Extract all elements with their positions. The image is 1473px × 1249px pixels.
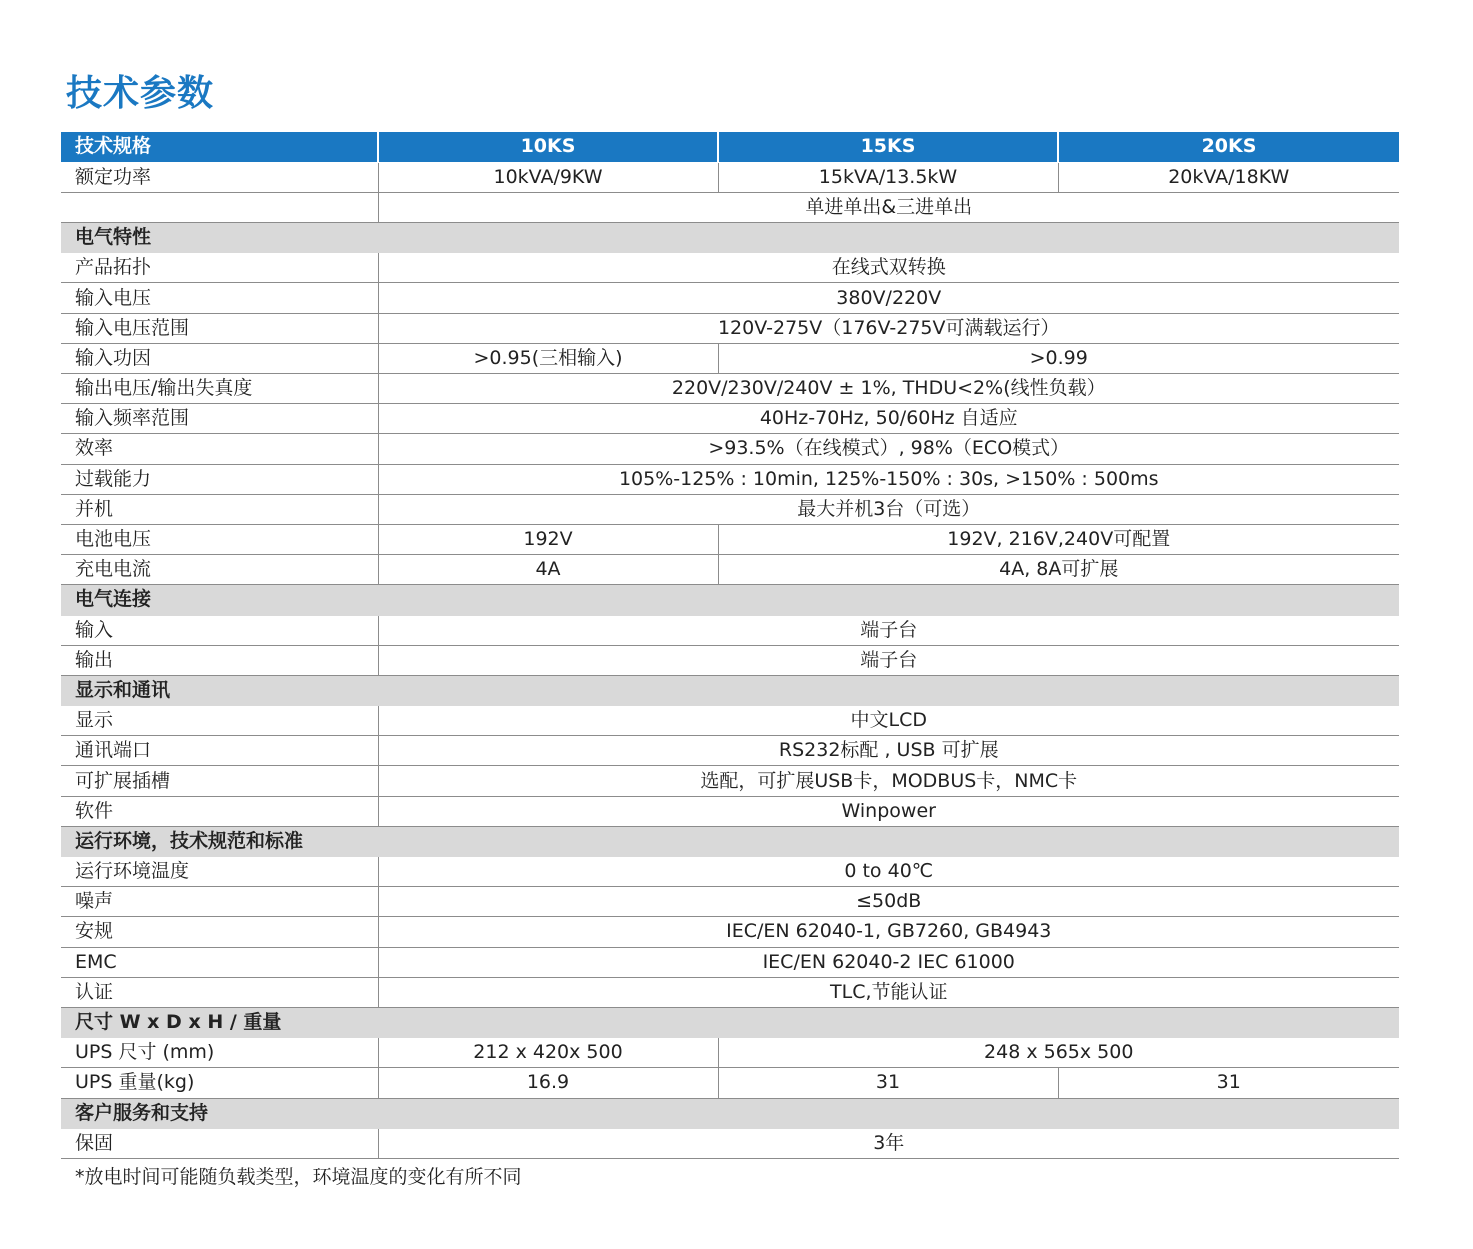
row-label: 效率	[61, 434, 378, 464]
row-label: 可扩展插槽	[61, 766, 378, 796]
section-header-row	[61, 826, 1399, 856]
row-label: 通讯端口	[61, 736, 378, 766]
section-title: 电气连接	[61, 585, 1399, 615]
row-value: 端子台	[378, 615, 1399, 645]
section-header-row	[61, 1098, 1399, 1128]
table-row	[61, 615, 1399, 645]
row-label: 输入功因	[61, 343, 378, 373]
table-row	[61, 887, 1399, 917]
spec-table	[61, 132, 1399, 1159]
header-model-20ks: 20KS	[1058, 132, 1399, 162]
table-row	[61, 917, 1399, 947]
section-header-row	[61, 1007, 1399, 1037]
table-row	[61, 766, 1399, 796]
table-row	[61, 374, 1399, 404]
row-label: 输入电压	[61, 283, 378, 313]
table-row	[61, 1068, 1399, 1098]
row-label: 过载能力	[61, 464, 378, 494]
row-label: 运行环境温度	[61, 857, 378, 887]
table-row	[61, 343, 1399, 373]
section-title: 电气特性	[61, 223, 1399, 253]
spec-table-header	[61, 132, 1399, 162]
header-spec-label: 技术规格	[61, 132, 378, 162]
table-row	[61, 524, 1399, 554]
table-row	[61, 434, 1399, 464]
table-row	[61, 404, 1399, 434]
row-label: UPS 尺寸 (mm)	[61, 1038, 378, 1068]
row-label: EMC	[61, 947, 378, 977]
row-label: 认证	[61, 977, 378, 1007]
row-label: 输入	[61, 615, 378, 645]
table-row	[61, 162, 1399, 192]
footnote: *放电时间可能随负载类型，环境温度的变化有所不同	[75, 1166, 522, 1188]
row-label: 输出	[61, 645, 378, 675]
row-value: 220V/230V/240V ± 1%, THDU<2%(线性负载）	[378, 374, 1399, 404]
table-row	[61, 736, 1399, 766]
row-value: 31	[718, 1068, 1058, 1098]
row-value: 192V	[378, 524, 718, 554]
table-row	[61, 555, 1399, 585]
row-value: 192V, 216V,240V可配置	[718, 524, 1399, 554]
row-label: 软件	[61, 796, 378, 826]
row-label: 安规	[61, 917, 378, 947]
row-label: 输入电压范围	[61, 313, 378, 343]
section-header-row	[61, 223, 1399, 253]
row-value: 20kVA/18KW	[1058, 162, 1399, 192]
row-label: 电池电压	[61, 524, 378, 554]
row-value: 16.9	[378, 1068, 718, 1098]
row-value: 4A	[378, 555, 718, 585]
section-title: 运行环境，技术规范和标准	[61, 826, 1399, 856]
row-value: 单进单出&三进单出	[378, 192, 1399, 222]
table-row	[61, 645, 1399, 675]
row-value: IEC/EN 62040-1, GB7260, GB4943	[378, 917, 1399, 947]
table-row	[61, 283, 1399, 313]
row-value: ≤50dB	[378, 887, 1399, 917]
row-value: RS232标配 , USB 可扩展	[378, 736, 1399, 766]
table-row	[61, 192, 1399, 222]
table-row	[61, 796, 1399, 826]
header-model-15ks: 15KS	[718, 132, 1058, 162]
row-value: Winpower	[378, 796, 1399, 826]
row-value: 40Hz-70Hz, 50/60Hz 自适应	[378, 404, 1399, 434]
table-row	[61, 253, 1399, 283]
row-value: 3年	[378, 1128, 1399, 1158]
row-value: 最大并机3台（可选）	[378, 494, 1399, 524]
table-row	[61, 1038, 1399, 1068]
row-value: 15kVA/13.5kW	[718, 162, 1058, 192]
section-header-row	[61, 585, 1399, 615]
table-row	[61, 947, 1399, 977]
row-value: >0.99	[718, 343, 1399, 373]
row-label: 产品拓扑	[61, 253, 378, 283]
page-title: 技术参数	[66, 73, 215, 114]
row-label: 噪声	[61, 887, 378, 917]
row-value: 选配，可扩展USB卡，MODBUS卡，NMC卡	[378, 766, 1399, 796]
row-label	[61, 192, 378, 222]
table-row	[61, 857, 1399, 887]
row-value: 248 x 565x 500	[718, 1038, 1399, 1068]
row-value: 0 to 40℃	[378, 857, 1399, 887]
section-title: 显示和通讯	[61, 675, 1399, 705]
row-label: 充电电流	[61, 555, 378, 585]
table-row	[61, 706, 1399, 736]
row-value: 中文LCD	[378, 706, 1399, 736]
spec-table-body	[61, 162, 1399, 1158]
row-label: 并机	[61, 494, 378, 524]
row-value: 105%-125% : 10min, 125%-150% : 30s, >150% : 500ms	[378, 464, 1399, 494]
section-header-row	[61, 675, 1399, 705]
row-value: >93.5%（在线模式）, 98%（ECO模式）	[378, 434, 1399, 464]
row-label: 输入频率范围	[61, 404, 378, 434]
row-value: 在线式双转换	[378, 253, 1399, 283]
table-row	[61, 977, 1399, 1007]
table-row	[61, 464, 1399, 494]
row-label: 额定功率	[61, 162, 378, 192]
table-row	[61, 494, 1399, 524]
row-label: 保固	[61, 1128, 378, 1158]
section-title: 客户服务和支持	[61, 1098, 1399, 1128]
row-value: IEC/EN 62040-2 IEC 61000	[378, 947, 1399, 977]
row-value: >0.95(三相输入)	[378, 343, 718, 373]
row-value: 380V/220V	[378, 283, 1399, 313]
row-value: TLC,节能认证	[378, 977, 1399, 1007]
table-row	[61, 1128, 1399, 1158]
row-label: 输出电压/输出失真度	[61, 374, 378, 404]
row-value: 端子台	[378, 645, 1399, 675]
row-label: 显示	[61, 706, 378, 736]
row-value: 10kVA/9KW	[378, 162, 718, 192]
row-value: 31	[1058, 1068, 1399, 1098]
row-value: 4A, 8A可扩展	[718, 555, 1399, 585]
row-label: UPS 重量(kg)	[61, 1068, 378, 1098]
row-value: 120V-275V（176V-275V可满载运行）	[378, 313, 1399, 343]
row-value: 212 x 420x 500	[378, 1038, 718, 1068]
header-model-10ks: 10KS	[378, 132, 718, 162]
table-row	[61, 313, 1399, 343]
section-title: 尺寸 W x D x H / 重量	[61, 1007, 1399, 1037]
